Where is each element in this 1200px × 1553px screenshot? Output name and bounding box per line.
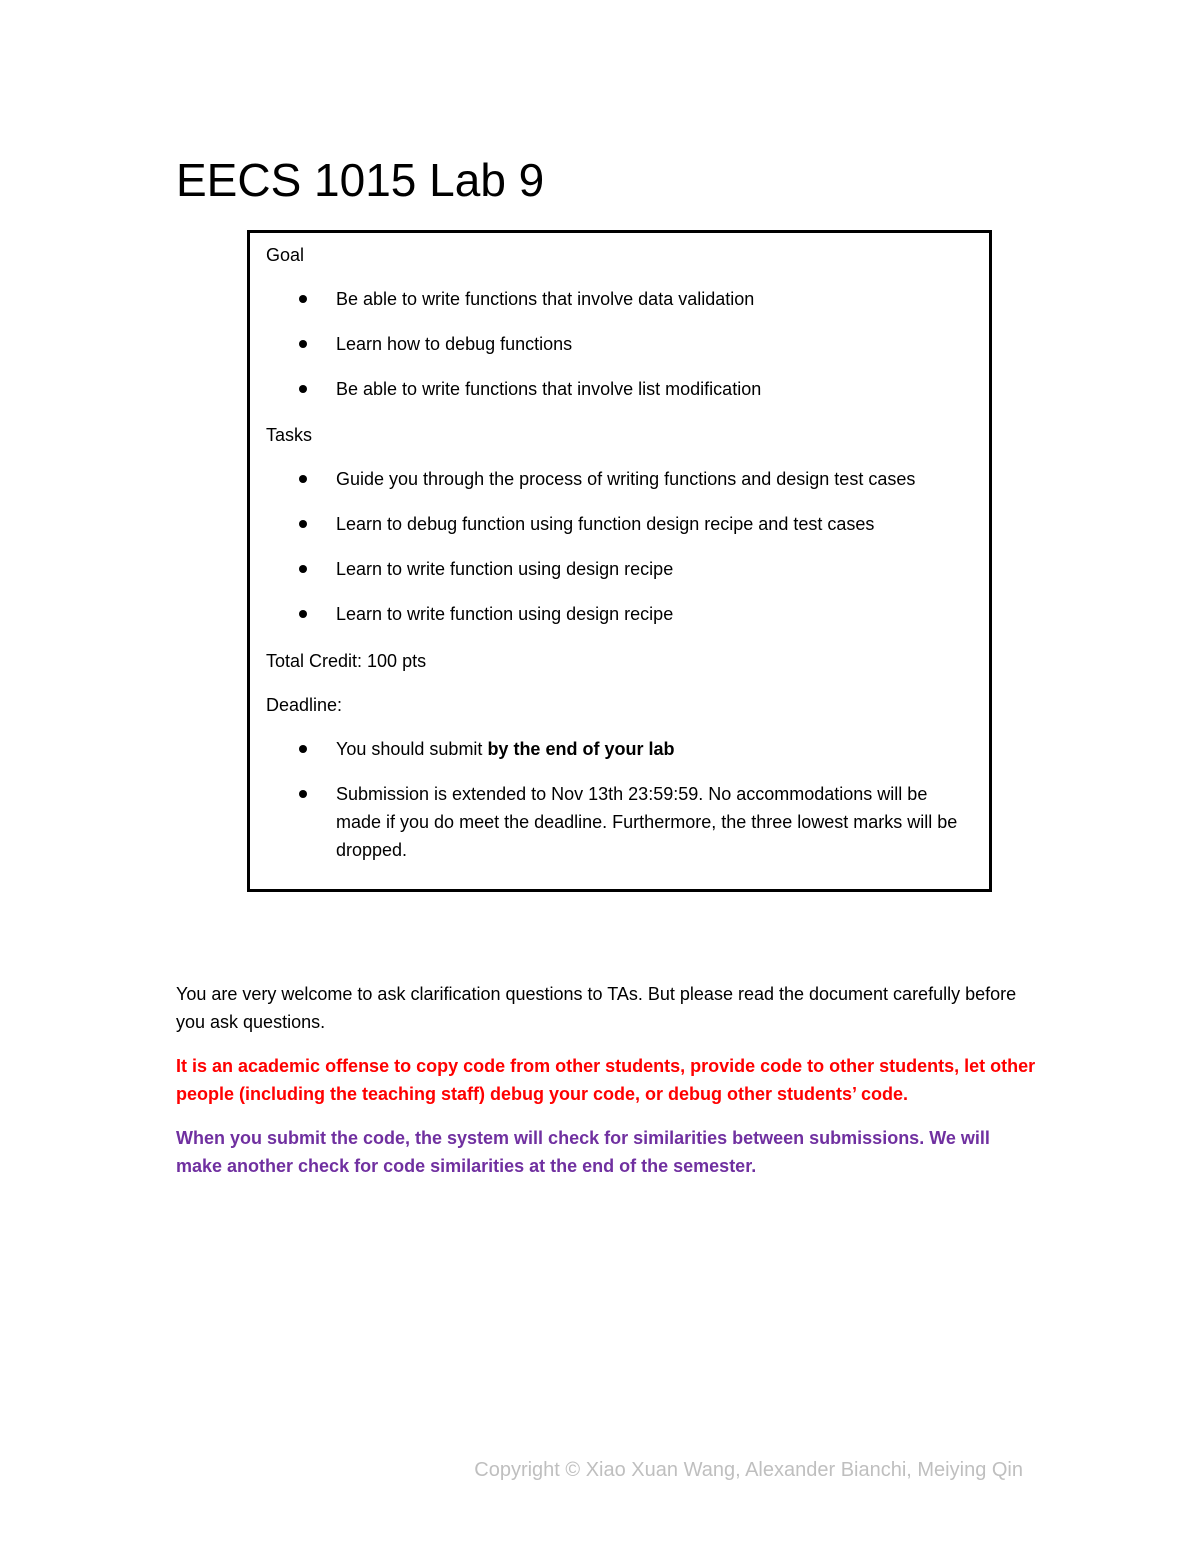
bullet-icon [299,475,307,483]
tasks-list [250,465,989,645]
goal-heading: Goal [266,245,305,265]
page-title: EECS 1015 Lab 9 [176,154,545,206]
list-item: You should submit by the end of your lab [250,735,989,763]
list-item: Be able to write functions that involve data validation [250,285,989,313]
bullet-icon [299,295,307,303]
total-credit: Total Credit: 100 pts [266,651,427,671]
lab-summary-box [247,230,992,892]
list-item: Learn to debug function using function design recipe and test cases [250,510,989,538]
list-item: Guide you through the process of writing functions and design test cases [250,465,989,493]
bullet-icon [299,745,307,753]
goal-list [250,285,989,420]
list-item: Learn how to debug functions [250,330,989,358]
copyright-footer: Copyright © Xiao Xuan Wang, Alexander Bianchi, Meiying Qin [474,1459,1023,1481]
list-item: Submission is extended to Nov 13th 23:59:59. No accommodations will be made if you do meet the deadline. Furthermore, the three lowest marks will be dropped. [250,780,989,864]
bullet-icon [299,790,307,798]
similarity-check-note: When you submit the code, the system will check for similarities between submissions. We will make another check for code similarities at the end of the semester. [176,1128,990,1176]
bullet-icon [299,565,307,573]
list-item: Learn to write function using design recipe [250,600,989,628]
academic-offense-warning: It is an academic offense to copy code from other students, provide code to other students, let other people (including the teaching staff) debug your code, or debug other students’ code. [176,1056,1036,1104]
tasks-heading: Tasks [266,425,313,445]
list-item: Be able to write functions that involve list modification [250,375,989,403]
bullet-icon [299,610,307,618]
bullet-icon [299,340,307,348]
deadline-list [250,735,989,881]
bullet-icon [299,520,307,528]
welcome-note: You are very welcome to ask clarification questions to TAs. But please read the document carefully before you ask questions. [176,984,1017,1032]
bullet-icon [299,385,307,393]
list-item: Learn to write function using design recipe [250,555,989,583]
deadline-heading: Deadline: [266,695,343,715]
